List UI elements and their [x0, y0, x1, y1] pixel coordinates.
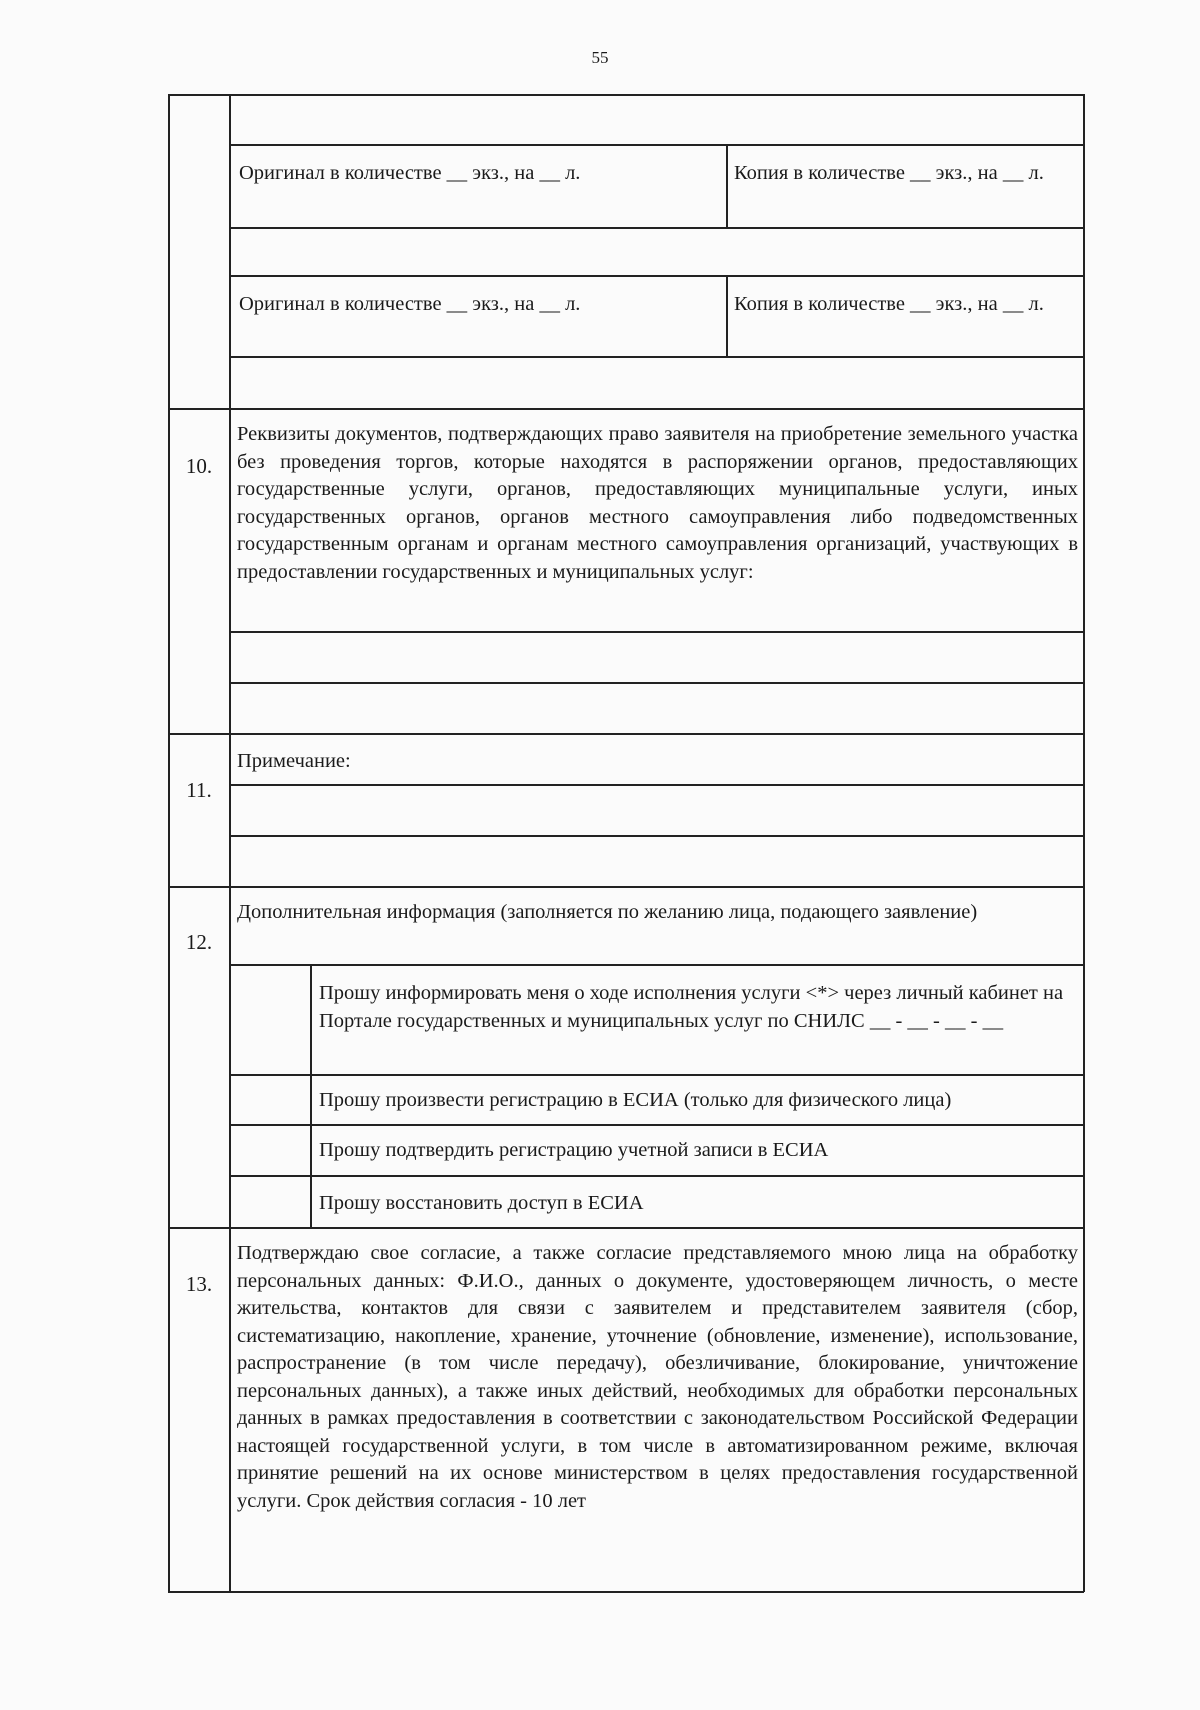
option-checkbox-esia-restore[interactable] [231, 1177, 309, 1226]
section-divider [168, 886, 1084, 888]
option-esia-register: Прошу произвести регистрацию в ЕСИА (только для физического лица) [319, 1089, 952, 1111]
table-left-border [168, 94, 170, 1592]
option-esia-confirm: Прошу подтвердить регистрацию учетной записи в ЕСИА [319, 1139, 829, 1161]
option-portal-notify: Прошу информировать меня о ходе исполнения услуги <*> через личный кабинет на Портале государственных и муниципальных услуг по СНИЛС __ - __ - __ - __ [319, 982, 1064, 1032]
note-entry-line[interactable] [231, 786, 1082, 834]
original-count-field[interactable]: Оригинал в количестве __ экз., на __ л. [239, 162, 581, 184]
row-number: 12. [185, 930, 213, 954]
requisites-entry-line[interactable] [231, 633, 1082, 681]
table-top-border [168, 94, 1084, 96]
row-divider [229, 964, 1084, 966]
consent-text: Подтверждаю свое согласие, а также согласие представляемого мною лица на обработку персональных данных: Ф.И.О., данных о документе, удостоверяющем личность, о месте жительства, контактов для связи с заявителем и представителем заявителя (сбор, систематизацию, накопление, хранение, уточнение (обновление, изменение), использование, распространение (в том числе передачу), обезличивание, блокирование, уничтожение персональных данных), а также иных действий, необходимых для обработки персональных данных в рамках предоставления в соответствии с законодательством Российской Федерации настоящей государственной услуги, в том числе в автоматизированном режиме, включая принятие решений на их основе министерством в целях предоставления государственной услуги. Срок действия согласия - 10 лет [237, 1242, 1078, 1512]
table-right-border [1083, 94, 1085, 1592]
row-divider [229, 227, 1084, 229]
table-bottom-border [168, 1591, 1084, 1593]
requisites-entry-line[interactable] [231, 684, 1082, 732]
row-divider [229, 1175, 1084, 1177]
additional-info-label: Дополнительная информация (заполняется по желанию лица, подающего заявление) [237, 901, 978, 923]
column-divider [726, 275, 728, 357]
section-divider [168, 733, 1084, 735]
requisites-text: Реквизиты документов, подтверждающих право заявителя на приобретение земельного участка без проведения торгов, которые находятся в распоряжении органов, предоставляющих государственные услуги, органов, предоставляющих муниципальные услуги, иных государственных органов, органов местного самоуправления либо подведомственных государственным органам и органам местного самоуправления организаций, участвующих в предоставлении государственных и муниципальных услуг: [237, 423, 1078, 583]
checkbox-column-divider [310, 964, 312, 1227]
row-divider [229, 144, 1084, 146]
row-divider [229, 356, 1084, 358]
row-number: 13. [185, 1272, 213, 1296]
option-checkbox-esia-register[interactable] [231, 1076, 309, 1123]
row-divider [229, 1074, 1084, 1076]
section-divider [168, 408, 1084, 410]
page-number: 55 [591, 48, 609, 67]
option-checkbox-portal[interactable] [231, 966, 309, 1073]
note-label: Примечание: [237, 750, 351, 772]
copy-count-field[interactable]: Копия в количестве __ экз., на __ л. [734, 162, 1044, 184]
copy-count-field[interactable]: Копия в количестве __ экз., на __ л. [734, 293, 1044, 315]
row-number: 10. [185, 454, 213, 478]
option-esia-restore: Прошу восстановить доступ в ЕСИА [319, 1192, 644, 1214]
note-entry-line[interactable] [231, 837, 1082, 885]
column-divider [726, 144, 728, 228]
row-number: 11. [186, 778, 212, 802]
row-divider [229, 1124, 1084, 1126]
original-count-field[interactable]: Оригинал в количестве __ экз., на __ л. [239, 293, 581, 315]
row-divider [229, 275, 1084, 277]
option-checkbox-esia-confirm[interactable] [231, 1126, 309, 1174]
section-divider [168, 1227, 1084, 1229]
